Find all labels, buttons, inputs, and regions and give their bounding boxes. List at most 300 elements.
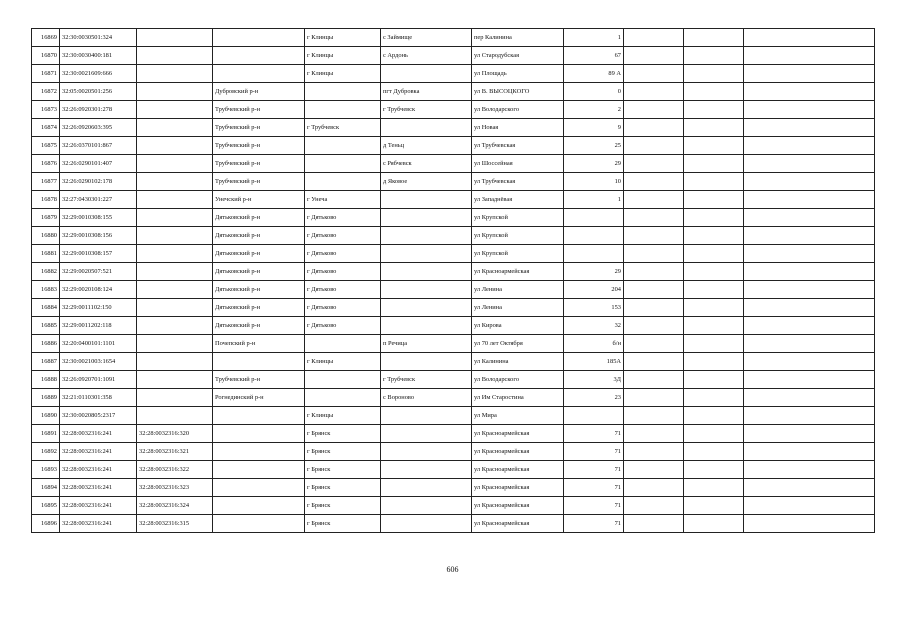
- cell-street: ул В. ВЫСОЦКОГО: [472, 83, 564, 101]
- cell-district: Дятьковский р-н: [213, 299, 305, 317]
- cell-city: г Брянск: [305, 515, 381, 533]
- cell-extra-2: [684, 479, 744, 497]
- cell-extra-1: [624, 101, 684, 119]
- cell-extra-3: [744, 47, 875, 65]
- cell-row-number: 16889: [32, 389, 60, 407]
- cell-extra-1: [624, 245, 684, 263]
- table-row: [32, 281, 875, 299]
- cell-row-number: 16884: [32, 299, 60, 317]
- cell-sub-cadastral-number: [137, 101, 213, 119]
- cell-extra-3: [744, 263, 875, 281]
- cell-sub-cadastral-number: 32:28:0032316:315: [137, 515, 213, 533]
- cell-extra-1: [624, 353, 684, 371]
- cell-extra-1: [624, 281, 684, 299]
- cell-settlement: [381, 281, 472, 299]
- cell-row-number: 16888: [32, 371, 60, 389]
- cell-sub-cadastral-number: 32:28:0032316:323: [137, 479, 213, 497]
- cell-sub-cadastral-number: [137, 173, 213, 191]
- cell-row-number: 16887: [32, 353, 60, 371]
- cell-street: ул Крупской: [472, 245, 564, 263]
- table-row: [32, 29, 875, 47]
- cell-sub-cadastral-number: 32:28:0032316:321: [137, 443, 213, 461]
- cell-house-number: 29: [564, 263, 624, 281]
- cell-cadastral-number: 32:29:0010308:156: [60, 227, 137, 245]
- cell-district: [213, 65, 305, 83]
- cell-street: ул Володарского: [472, 371, 564, 389]
- cell-extra-3: [744, 245, 875, 263]
- cell-cadastral-number: 32:28:0032316:241: [60, 497, 137, 515]
- cell-district: Трубчевский р-н: [213, 155, 305, 173]
- table-row: [32, 425, 875, 443]
- cell-street: ул Красноармейская: [472, 425, 564, 443]
- cell-settlement: пгт Дубровка: [381, 83, 472, 101]
- cell-extra-3: [744, 227, 875, 245]
- cell-cadastral-number: 32:27:0430301:227: [60, 191, 137, 209]
- table-row: [32, 515, 875, 533]
- cell-extra-1: [624, 335, 684, 353]
- cell-city: г Дятьково: [305, 263, 381, 281]
- cell-cadastral-number: 32:30:0020805:2317: [60, 407, 137, 425]
- cell-cadastral-number: 32:05:0020501:256: [60, 83, 137, 101]
- cell-cadastral-number: 32:26:0290102:178: [60, 173, 137, 191]
- cell-street: ул Красноармейская: [472, 479, 564, 497]
- table-row: [32, 245, 875, 263]
- cell-extra-2: [684, 263, 744, 281]
- cell-district: Дятьковский р-н: [213, 227, 305, 245]
- cell-house-number: 204: [564, 281, 624, 299]
- cell-district: [213, 515, 305, 533]
- cell-district: [213, 425, 305, 443]
- cell-row-number: 16877: [32, 173, 60, 191]
- cell-house-number: [564, 209, 624, 227]
- table-row: [32, 461, 875, 479]
- cell-cadastral-number: 32:26:0920701:1091: [60, 371, 137, 389]
- cell-row-number: 16893: [32, 461, 60, 479]
- cell-city: г Брянск: [305, 443, 381, 461]
- cell-street: ул Калинина: [472, 353, 564, 371]
- table-row: [32, 479, 875, 497]
- cell-street: ул Трубчевская: [472, 173, 564, 191]
- cell-cadastral-number: 32:30:0030400:181: [60, 47, 137, 65]
- table-row: [32, 227, 875, 245]
- cell-cadastral-number: 32:29:0010308:157: [60, 245, 137, 263]
- cell-extra-1: [624, 119, 684, 137]
- cell-cadastral-number: 32:26:0370101:867: [60, 137, 137, 155]
- table-row: [32, 371, 875, 389]
- cell-extra-1: [624, 461, 684, 479]
- cell-extra-2: [684, 83, 744, 101]
- table-row: [32, 83, 875, 101]
- cell-street: ул Красноармейская: [472, 443, 564, 461]
- cell-cadastral-number: 32:29:0011202:118: [60, 317, 137, 335]
- cell-extra-1: [624, 389, 684, 407]
- cell-city: г Клинцы: [305, 65, 381, 83]
- cell-cadastral-number: 32:29:0020507:521: [60, 263, 137, 281]
- cell-district: Трубчевский р-н: [213, 137, 305, 155]
- cell-sub-cadastral-number: [137, 263, 213, 281]
- cell-city: г Дятьково: [305, 209, 381, 227]
- cell-extra-3: [744, 209, 875, 227]
- cell-city: г Клинцы: [305, 353, 381, 371]
- cell-house-number: [564, 227, 624, 245]
- cell-extra-1: [624, 407, 684, 425]
- cell-district: [213, 497, 305, 515]
- cell-sub-cadastral-number: 32:28:0032316:324: [137, 497, 213, 515]
- cell-city: г Брянск: [305, 425, 381, 443]
- cell-cadastral-number: 32:30:0021609:666: [60, 65, 137, 83]
- cell-sub-cadastral-number: [137, 317, 213, 335]
- cell-sub-cadastral-number: [137, 119, 213, 137]
- cell-district: Рогнединский р-н: [213, 389, 305, 407]
- cell-sub-cadastral-number: [137, 191, 213, 209]
- cell-extra-3: [744, 173, 875, 191]
- cell-city: г Брянск: [305, 461, 381, 479]
- cell-row-number: 16875: [32, 137, 60, 155]
- cell-sub-cadastral-number: [137, 137, 213, 155]
- cell-city: г Унеча: [305, 191, 381, 209]
- cell-city: г Брянск: [305, 479, 381, 497]
- cell-city: г Клинцы: [305, 47, 381, 65]
- table-row: [32, 119, 875, 137]
- cell-extra-1: [624, 317, 684, 335]
- cell-city: г Трубчевск: [305, 119, 381, 137]
- cell-district: [213, 479, 305, 497]
- register-table: [31, 28, 875, 533]
- cell-house-number: 71: [564, 479, 624, 497]
- cell-district: Трубчевский р-н: [213, 371, 305, 389]
- cell-sub-cadastral-number: [137, 371, 213, 389]
- cell-sub-cadastral-number: [137, 353, 213, 371]
- cell-settlement: [381, 497, 472, 515]
- cell-settlement: [381, 245, 472, 263]
- cell-district: [213, 407, 305, 425]
- cell-row-number: 16871: [32, 65, 60, 83]
- cell-city: г Клинцы: [305, 29, 381, 47]
- table-row: [32, 101, 875, 119]
- cell-house-number: 185А: [564, 353, 624, 371]
- cell-sub-cadastral-number: [137, 209, 213, 227]
- cell-street: ул Новая: [472, 119, 564, 137]
- cell-row-number: 16869: [32, 29, 60, 47]
- cell-extra-3: [744, 101, 875, 119]
- cell-district: Дятьковский р-н: [213, 281, 305, 299]
- cell-extra-3: [744, 29, 875, 47]
- cell-city: г Брянск: [305, 497, 381, 515]
- table-row: [32, 137, 875, 155]
- cell-house-number: 23: [564, 389, 624, 407]
- cell-sub-cadastral-number: [137, 281, 213, 299]
- cell-extra-3: [744, 353, 875, 371]
- cell-city: г Дятьково: [305, 299, 381, 317]
- cell-sub-cadastral-number: [137, 83, 213, 101]
- cell-house-number: 71: [564, 497, 624, 515]
- cell-district: Трубчевский р-н: [213, 173, 305, 191]
- cell-street: ул Кирова: [472, 317, 564, 335]
- cell-street: ул Западнёвая: [472, 191, 564, 209]
- cell-extra-1: [624, 209, 684, 227]
- cell-extra-1: [624, 425, 684, 443]
- cell-sub-cadastral-number: [137, 245, 213, 263]
- cell-extra-2: [684, 47, 744, 65]
- cell-house-number: б/н: [564, 335, 624, 353]
- cell-street: ул Ленина: [472, 281, 564, 299]
- cell-sub-cadastral-number: [137, 299, 213, 317]
- cell-district: [213, 47, 305, 65]
- cell-city: [305, 173, 381, 191]
- cell-row-number: 16896: [32, 515, 60, 533]
- cell-extra-3: [744, 83, 875, 101]
- cell-extra-2: [684, 353, 744, 371]
- cell-street: ул Крупской: [472, 227, 564, 245]
- cell-extra-2: [684, 425, 744, 443]
- cell-house-number: 71: [564, 461, 624, 479]
- cell-extra-3: [744, 389, 875, 407]
- cell-extra-2: [684, 101, 744, 119]
- cell-cadastral-number: 32:20:0400101:1101: [60, 335, 137, 353]
- cell-house-number: 0: [564, 83, 624, 101]
- cell-extra-2: [684, 461, 744, 479]
- cell-settlement: г Трубчевск: [381, 101, 472, 119]
- cell-street: ул Шоссейная: [472, 155, 564, 173]
- cell-extra-2: [684, 317, 744, 335]
- cell-street: пер Калинина: [472, 29, 564, 47]
- cell-extra-1: [624, 173, 684, 191]
- cell-extra-3: [744, 119, 875, 137]
- cell-extra-3: [744, 335, 875, 353]
- table-row: [32, 443, 875, 461]
- cell-settlement: с Вороново: [381, 389, 472, 407]
- cell-settlement: д Теньц: [381, 137, 472, 155]
- cell-extra-3: [744, 515, 875, 533]
- cell-row-number: 16892: [32, 443, 60, 461]
- cell-cadastral-number: 32:26:0290101:407: [60, 155, 137, 173]
- table-row: [32, 389, 875, 407]
- cell-cadastral-number: 32:26:0920603:395: [60, 119, 137, 137]
- cell-sub-cadastral-number: [137, 227, 213, 245]
- cell-sub-cadastral-number: 32:28:0032316:322: [137, 461, 213, 479]
- cell-cadastral-number: 32:28:0032316:241: [60, 425, 137, 443]
- table-row: [32, 353, 875, 371]
- cell-cadastral-number: 32:28:0032316:241: [60, 443, 137, 461]
- cell-settlement: п Речица: [381, 335, 472, 353]
- cell-city: [305, 101, 381, 119]
- cell-city: г Дятьково: [305, 227, 381, 245]
- cell-district: Дятьковский р-н: [213, 263, 305, 281]
- cell-settlement: [381, 119, 472, 137]
- cell-extra-2: [684, 65, 744, 83]
- cell-extra-3: [744, 407, 875, 425]
- cell-district: [213, 461, 305, 479]
- cell-cadastral-number: 32:28:0032316:241: [60, 515, 137, 533]
- cell-extra-1: [624, 227, 684, 245]
- cell-extra-2: [684, 497, 744, 515]
- cell-street: ул Володарского: [472, 101, 564, 119]
- cell-city: [305, 83, 381, 101]
- cell-street: ул Площадь: [472, 65, 564, 83]
- cell-extra-2: [684, 245, 744, 263]
- cell-sub-cadastral-number: [137, 47, 213, 65]
- cell-extra-1: [624, 191, 684, 209]
- table-row: [32, 407, 875, 425]
- cell-extra-2: [684, 173, 744, 191]
- cell-house-number: 71: [564, 515, 624, 533]
- cell-street: ул Красноармейская: [472, 497, 564, 515]
- cell-street: ул Красноармейская: [472, 263, 564, 281]
- cell-extra-1: [624, 47, 684, 65]
- cell-extra-2: [684, 299, 744, 317]
- cell-row-number: 16876: [32, 155, 60, 173]
- cell-extra-2: [684, 515, 744, 533]
- cell-house-number: 1: [564, 191, 624, 209]
- table-row: [32, 335, 875, 353]
- cell-cadastral-number: 32:28:0032316:241: [60, 461, 137, 479]
- cell-extra-3: [744, 497, 875, 515]
- cell-city: г Дятьково: [305, 245, 381, 263]
- cell-city: [305, 155, 381, 173]
- table-row: [32, 497, 875, 515]
- cell-extra-1: [624, 29, 684, 47]
- cell-street: ул Ленина: [472, 299, 564, 317]
- cell-house-number: 1: [564, 29, 624, 47]
- cell-city: [305, 137, 381, 155]
- table-row: [32, 155, 875, 173]
- table-row: [32, 65, 875, 83]
- cell-extra-1: [624, 371, 684, 389]
- page-number: 606: [446, 565, 459, 574]
- cell-extra-3: [744, 281, 875, 299]
- cell-street: ул Трубчевская: [472, 137, 564, 155]
- cell-city: [305, 389, 381, 407]
- cell-row-number: 16890: [32, 407, 60, 425]
- cell-settlement: [381, 443, 472, 461]
- cell-sub-cadastral-number: [137, 335, 213, 353]
- cell-street: ул Красноармейская: [472, 515, 564, 533]
- cell-house-number: 29: [564, 155, 624, 173]
- cell-extra-2: [684, 443, 744, 461]
- cell-row-number: 16883: [32, 281, 60, 299]
- cell-extra-1: [624, 479, 684, 497]
- cell-row-number: 16885: [32, 317, 60, 335]
- table-row: [32, 173, 875, 191]
- cell-extra-2: [684, 155, 744, 173]
- cell-street: ул Мира: [472, 407, 564, 425]
- cell-street: ул 70 лет Октября: [472, 335, 564, 353]
- cell-row-number: 16880: [32, 227, 60, 245]
- cell-extra-1: [624, 83, 684, 101]
- cell-row-number: 16891: [32, 425, 60, 443]
- cell-row-number: 16881: [32, 245, 60, 263]
- cell-extra-3: [744, 479, 875, 497]
- cell-house-number: 10: [564, 173, 624, 191]
- cell-district: Почепский р-н: [213, 335, 305, 353]
- cell-settlement: [381, 425, 472, 443]
- cell-cadastral-number: 32:29:0010308:155: [60, 209, 137, 227]
- cell-house-number: 3Д: [564, 371, 624, 389]
- cell-sub-cadastral-number: [137, 155, 213, 173]
- cell-house-number: [564, 407, 624, 425]
- cell-row-number: 16895: [32, 497, 60, 515]
- cell-sub-cadastral-number: [137, 407, 213, 425]
- cell-extra-3: [744, 425, 875, 443]
- cell-extra-1: [624, 137, 684, 155]
- cell-cadastral-number: 32:21:0110301:358: [60, 389, 137, 407]
- cell-sub-cadastral-number: 32:28:0032316:320: [137, 425, 213, 443]
- cell-settlement: [381, 299, 472, 317]
- cell-sub-cadastral-number: [137, 65, 213, 83]
- cell-cadastral-number: 32:30:0021003:1654: [60, 353, 137, 371]
- cell-settlement: [381, 407, 472, 425]
- cell-extra-1: [624, 299, 684, 317]
- cell-settlement: [381, 353, 472, 371]
- cell-extra-2: [684, 119, 744, 137]
- cell-city: [305, 371, 381, 389]
- cell-settlement: [381, 461, 472, 479]
- cell-extra-1: [624, 515, 684, 533]
- table-row: [32, 47, 875, 65]
- cell-house-number: 89 А: [564, 65, 624, 83]
- cell-extra-3: [744, 371, 875, 389]
- cell-extra-2: [684, 371, 744, 389]
- cell-settlement: [381, 209, 472, 227]
- cell-extra-1: [624, 65, 684, 83]
- cell-city: г Дятьково: [305, 281, 381, 299]
- cell-row-number: 16873: [32, 101, 60, 119]
- cell-district: Унечский р-н: [213, 191, 305, 209]
- cell-settlement: [381, 479, 472, 497]
- cell-extra-3: [744, 155, 875, 173]
- cell-extra-2: [684, 191, 744, 209]
- cell-extra-1: [624, 497, 684, 515]
- cell-house-number: 71: [564, 443, 624, 461]
- cell-street: ул Стародубская: [472, 47, 564, 65]
- cell-row-number: 16870: [32, 47, 60, 65]
- cell-settlement: [381, 317, 472, 335]
- cell-district: Трубчевский р-н: [213, 119, 305, 137]
- cell-street: ул Красноармейская: [472, 461, 564, 479]
- cell-extra-3: [744, 137, 875, 155]
- cell-city: г Дятьково: [305, 317, 381, 335]
- cell-extra-2: [684, 29, 744, 47]
- cell-district: Дятьковский р-н: [213, 317, 305, 335]
- cell-row-number: 16872: [32, 83, 60, 101]
- table-row: [32, 263, 875, 281]
- cell-extra-2: [684, 281, 744, 299]
- cell-extra-2: [684, 335, 744, 353]
- cell-house-number: 2: [564, 101, 624, 119]
- cell-settlement: с Рябчевск: [381, 155, 472, 173]
- cell-extra-3: [744, 317, 875, 335]
- cell-extra-2: [684, 389, 744, 407]
- cell-extra-2: [684, 137, 744, 155]
- cell-extra-1: [624, 155, 684, 173]
- cell-house-number: 32: [564, 317, 624, 335]
- cell-sub-cadastral-number: [137, 29, 213, 47]
- cell-cadastral-number: 32:29:0020108:124: [60, 281, 137, 299]
- cell-extra-3: [744, 443, 875, 461]
- cell-extra-1: [624, 263, 684, 281]
- cell-cadastral-number: 32:28:0032316:241: [60, 479, 137, 497]
- cell-row-number: 16878: [32, 191, 60, 209]
- cell-extra-3: [744, 299, 875, 317]
- cell-district: Дятьковский р-н: [213, 209, 305, 227]
- cell-extra-2: [684, 407, 744, 425]
- register-table-body: [32, 29, 875, 533]
- cell-settlement: [381, 263, 472, 281]
- cell-row-number: 16882: [32, 263, 60, 281]
- cell-settlement: д Яковое: [381, 173, 472, 191]
- cell-settlement: [381, 227, 472, 245]
- cell-cadastral-number: 32:29:0011102:150: [60, 299, 137, 317]
